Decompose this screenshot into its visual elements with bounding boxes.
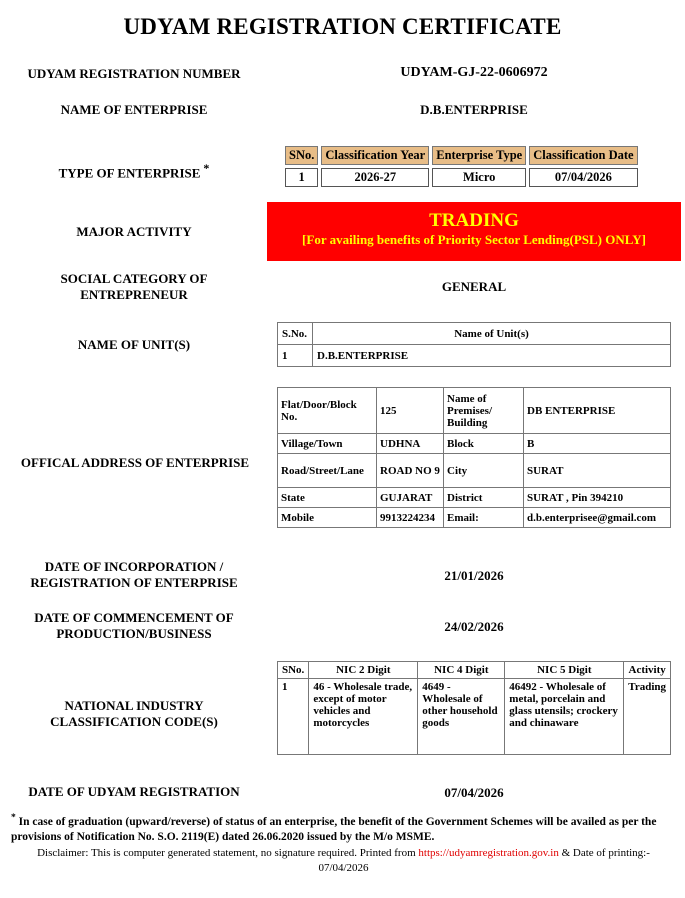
enterprise-type-label xyxy=(0,160,268,181)
table-cell: Name of Premises/ Building xyxy=(444,388,524,434)
table-cell: 46 - Wholesale trade, except of motor vehicles and motorcycles xyxy=(309,679,418,755)
table-row xyxy=(278,345,671,367)
table-cell: 4649 - Wholesale of other household goods xyxy=(418,679,505,755)
table-row xyxy=(278,679,671,755)
incorporation-label xyxy=(0,559,268,591)
table-row xyxy=(278,488,671,508)
nic-label-line2: CLASSIFICATION CODE(S) xyxy=(50,714,218,729)
asterisk-mark: * xyxy=(203,161,210,175)
enterprise-type-label-text: TYPE OF ENTERPRISE xyxy=(58,165,201,181)
incorporation-date: 21/01/2026 xyxy=(444,568,504,583)
table-row xyxy=(278,508,671,528)
table-cell: 2026-27 xyxy=(321,168,429,187)
enterprise-name-label: NAME OF ENTERPRISE xyxy=(60,102,208,117)
nic-label-line1: NATIONAL INDUSTRY xyxy=(64,698,204,713)
table-header: Activity xyxy=(624,662,671,679)
table-cell: SURAT , Pin 394210 xyxy=(524,488,671,508)
major-activity-value: TRADING xyxy=(429,210,519,231)
table-cell: Email: xyxy=(444,508,524,528)
enterprise-type-table xyxy=(282,143,641,190)
units-table xyxy=(277,322,671,367)
social-category-label xyxy=(0,271,268,303)
table-cell: State xyxy=(278,488,377,508)
table-header: NIC 2 Digit xyxy=(309,662,418,679)
disclaimer xyxy=(11,846,676,876)
table-cell: 125 xyxy=(377,388,444,434)
enterprise-name-value: D.B.ENTERPRISE xyxy=(420,102,528,117)
major-activity-banner xyxy=(267,202,681,261)
incorporation-label-line2: REGISTRATION OF ENTERPRISE xyxy=(30,575,238,590)
table-cell: Flat/Door/Block No. xyxy=(278,388,377,434)
table-cell: Block xyxy=(444,434,524,454)
table-cell: 07/04/2026 xyxy=(529,168,637,187)
table-cell: Mobile xyxy=(278,508,377,528)
table-header-row xyxy=(278,323,671,345)
table-cell: D.B.ENTERPRISE xyxy=(313,345,671,367)
major-activity-note: [For availing benefits of Priority Sector Lending(PSL) ONLY] xyxy=(302,232,646,247)
table-header: S.No. xyxy=(278,323,313,345)
table-cell: d.b.enterprisee@gmail.com xyxy=(524,508,671,528)
nic-label xyxy=(0,698,268,730)
commencement-label-line2: PRODUCTION/BUSINESS xyxy=(56,626,212,641)
disclaimer-printing-date: & Date of printing:- 07/04/2026 xyxy=(318,847,650,874)
reg-number-label: UDYAM REGISTRATION NUMBER xyxy=(27,66,241,81)
commencement-date: 24/02/2026 xyxy=(444,619,504,634)
table-cell: 46492 - Wholesale of metal, porcelain and glass utensils; crockery and chinaware xyxy=(505,679,624,755)
social-category-label-line2: ENTREPRENEUR xyxy=(80,287,188,302)
table-row xyxy=(278,388,671,434)
table-cell: 1 xyxy=(278,679,309,755)
units-label: NAME OF UNIT(S) xyxy=(77,337,191,352)
nic-table xyxy=(277,661,671,755)
table-cell: GUJARAT xyxy=(377,488,444,508)
address-table xyxy=(277,387,671,528)
incorporation-label-line1: DATE OF INCORPORATION / xyxy=(44,559,224,574)
major-activity-label: MAJOR ACTIVITY xyxy=(76,224,192,239)
commencement-label xyxy=(0,610,268,642)
table-cell: SURAT xyxy=(524,454,671,488)
table-header-row xyxy=(285,146,638,165)
table-header-row xyxy=(278,662,671,679)
footnote-text: In case of graduation (upward/reverse) of status of an enterprise, the benefit of the Government Schemes will be availed as per the provisions of Notification No. S.O. 2119(E) dated 26.06.2020 issued by the M/o MSME. xyxy=(11,815,657,843)
table-cell: City xyxy=(444,454,524,488)
commencement-label-line1: DATE OF COMMENCEMENT OF xyxy=(34,610,234,625)
table-cell: 1 xyxy=(285,168,318,187)
udyam-date-label: DATE OF UDYAM REGISTRATION xyxy=(28,784,240,799)
table-cell: District xyxy=(444,488,524,508)
footnote-asterisk: * xyxy=(11,812,16,823)
table-header: Classification Year xyxy=(321,146,429,165)
table-row xyxy=(278,454,671,488)
registration-site-link[interactable]: https://udyamregistration.gov.in xyxy=(418,847,559,859)
address-label: OFFICAL ADDRESS OF ENTERPRISE xyxy=(20,455,250,470)
table-header: SNo. xyxy=(285,146,318,165)
table-row xyxy=(285,168,638,187)
footnote xyxy=(11,810,676,845)
table-cell: Village/Town xyxy=(278,434,377,454)
udyam-date-value: 07/04/2026 xyxy=(444,785,504,800)
social-category-value: GENERAL xyxy=(441,279,507,294)
disclaimer-text: Disclaimer: This is computer generated statement, no signature required. Printed from xyxy=(37,847,419,859)
table-cell: DB ENTERPRISE xyxy=(524,388,671,434)
table-header: Enterprise Type xyxy=(432,146,526,165)
table-cell: 1 xyxy=(278,345,313,367)
table-cell: 9913224234 xyxy=(377,508,444,528)
table-cell: ROAD NO 9 xyxy=(377,454,444,488)
table-cell: Trading xyxy=(624,679,671,755)
table-header: NIC 4 Digit xyxy=(418,662,505,679)
table-header: Classification Date xyxy=(529,146,637,165)
certificate-title: UDYAM REGISTRATION CERTIFICATE xyxy=(123,14,562,39)
table-cell: Road/Street/Lane xyxy=(278,454,377,488)
table-cell: B xyxy=(524,434,671,454)
table-row xyxy=(278,434,671,454)
reg-number-value: UDYAM-GJ-22-0606972 xyxy=(400,65,548,80)
table-header: Name of Unit(s) xyxy=(313,323,671,345)
table-header: NIC 5 Digit xyxy=(505,662,624,679)
table-header: SNo. xyxy=(278,662,309,679)
table-cell: Micro xyxy=(432,168,526,187)
table-cell: UDHNA xyxy=(377,434,444,454)
social-category-label-line1: SOCIAL CATEGORY OF xyxy=(60,271,208,286)
